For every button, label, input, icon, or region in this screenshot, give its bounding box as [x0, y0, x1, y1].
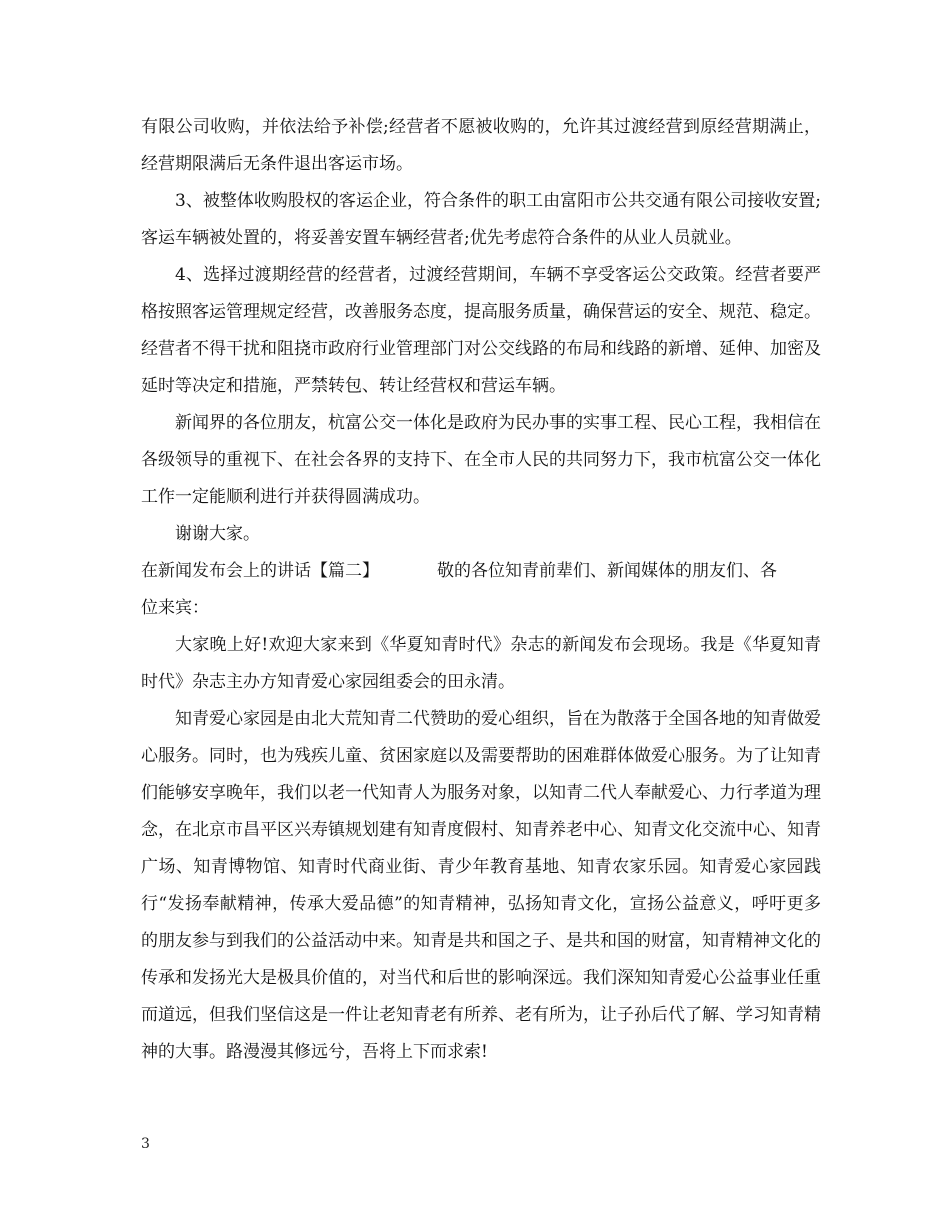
- section-heading: 在新闻发布会上的讲话【篇二】: [141, 561, 379, 581]
- paragraph: 3、被整体收购股权的客运企业，符合条件的职工由富阳市公共交通有限公司接收安置;客运车辆被处置的，将妥善安置车辆经营者;优先考虑符合条件的从业人员就业。: [141, 191, 821, 248]
- paragraph: 新闻界的各位朋友，杭富公交一体化是政府为民办事的实事工程、民心工程，我相信在各级领导的重视下、在社会各界的支持下、在全市人民的共同努力下，我市杭富公交一体化工作一定能顺利进行并获得圆满成功。: [141, 413, 821, 507]
- salutation-end: 位来宾：: [141, 598, 209, 618]
- paragraph: 知青爱心家园是由北大荒知青二代赞助的爱心组织，旨在为散落于全国各地的知青做爱心服务。同时，也为残疾儿童、贫困家庭以及需要帮助的困难群体做爱心服务。为了让知青们能够安享晚年，我们以老一代知青人为服务对象，以知青二代人奉献爱心、力行孝道为理念，在北京市昌平区兴寿镇规划建有知青度假村、知青养老中心、知青文化交流中心、知青广场、知青博物馆、知青时代商业街、青少年教育基地、知青农家乐园。知青爱心家园践行“发扬奉献精神，传承大爱品德”的知青精神，弘扬知青文化，宣扬公益意义，呼吁更多的朋友参与到我们的公益活动中来。知青是共和国之子、是共和国的财富，知青精神文化的传承和发扬光大是极具价值的，对当代和后世的影响深远。我们深知知青爱心公益事业任重而道远，但我们坚信这是一件让老知青老有所养、老有所为，让子孙后代了解、学习知青精神的大事。路漫漫其修远兮，吾将上下而求索!: [141, 709, 821, 1062]
- paragraph: 谢谢大家。: [175, 524, 260, 544]
- salutation-start: 敬的各位知青前辈们、新闻媒体的朋友们、各: [437, 561, 777, 581]
- section-heading-line: [141, 553, 821, 590]
- paragraph: 大家晚上好!欢迎大家来到《华夏知青时代》杂志的新闻发布会现场。我是《华夏知青时代》杂志主办方知青爱心家园组委会的田永清。: [141, 635, 821, 692]
- paragraph: 有限公司收购，并依法给予补偿;经营者不愿被收购的，允许其过渡经营到原经营期满止，经营期限满后无条件退出客运市场。: [141, 117, 821, 174]
- paragraph: 4、选择过渡期经营的经营者，过渡经营期间，车辆不享受客运公交政策。经营者要严格按照客运管理规定经营，改善服务态度，提高服务质量，确保营运的安全、规范、稳定。经营者不得干扰和阻挠市政府行业管理部门对公交线路的布局和线路的新增、延伸、加密及延时等决定和措施，严禁转包、转让经营权和营运车辆。: [141, 265, 821, 396]
- page-number: 3: [141, 1136, 150, 1152]
- document-body: [141, 109, 821, 1071]
